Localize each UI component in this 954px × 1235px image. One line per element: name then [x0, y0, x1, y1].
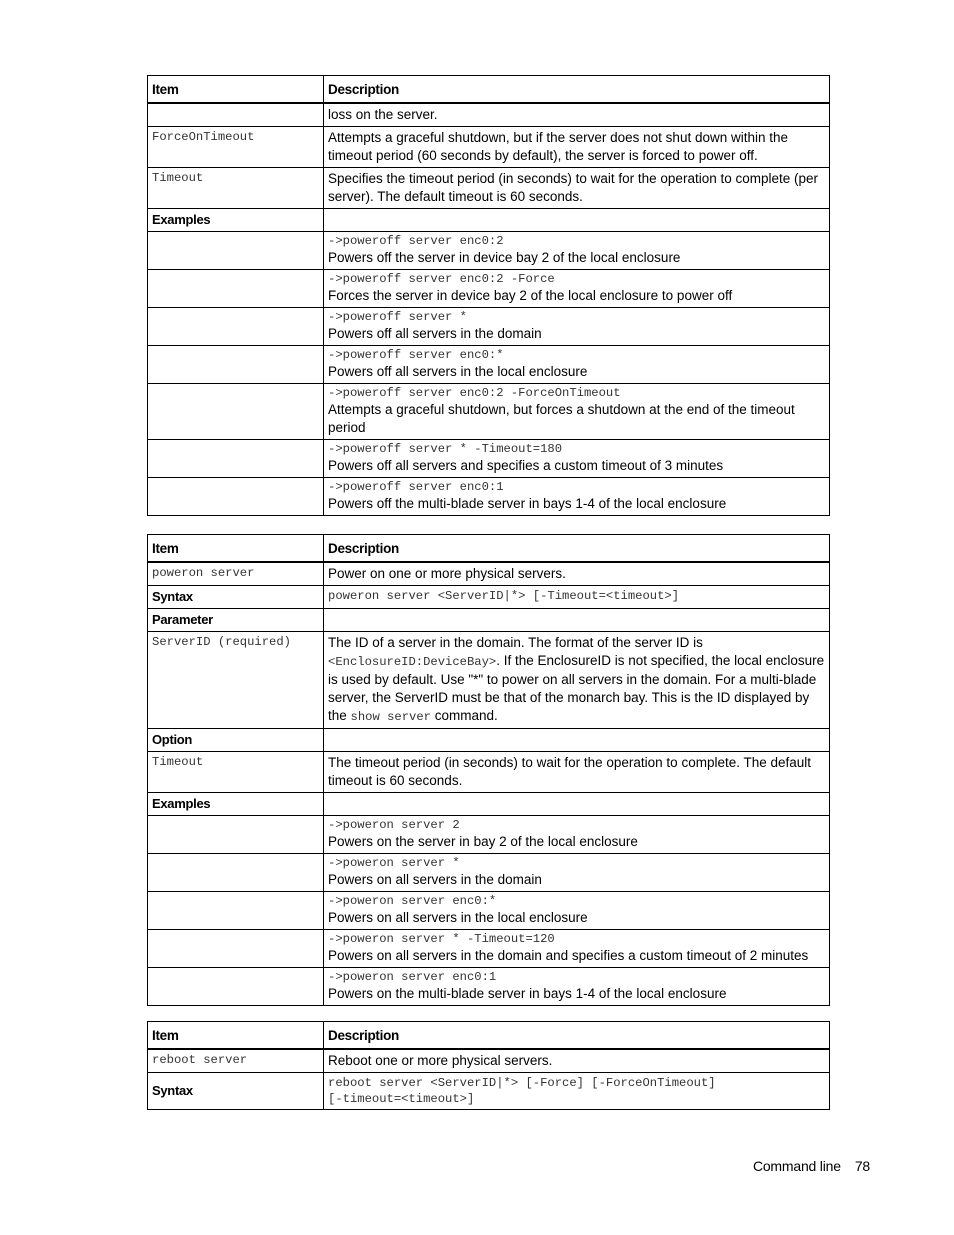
description-column-header: Description [324, 535, 830, 563]
example-row [148, 308, 830, 346]
table-row [148, 1073, 830, 1110]
example-command: ->poweroff server * [328, 310, 467, 324]
table-header-row [148, 76, 830, 104]
example-command: ->poweron server 2 [328, 818, 460, 832]
example-description: Powers off the server in device bay 2 of the local enclosure [328, 250, 681, 265]
option-description: The timeout period (in seconds) to wait for the operation to complete. The default timeout is 60 seconds. [324, 752, 830, 793]
example-command: ->poweroff server * -Timeout=180 [328, 442, 563, 456]
example-description: Powers on all servers in the local enclosure [328, 910, 588, 925]
example-command: ->poweron server * [328, 856, 460, 870]
example-description: Powers on all servers in the domain [328, 872, 542, 887]
table-row [148, 793, 830, 816]
page-footer [753, 1158, 870, 1174]
example-command: ->poweron server enc0:* [328, 894, 497, 908]
example-row [148, 968, 830, 1006]
parameter-description: The ID of a server in the domain. The format of the server ID is <EnclosureID:DeviceBay>. If the EnclosureID is not specified, the local enclosure is used by default. Use "*" to power on all servers in the domain. For a multi-blade server, the ServerID must be that of the monarch bay. This is the ID displayed by the show server command. [324, 632, 830, 729]
option-description: Attempts a graceful shutdown, but if the server does not shut down within the timeout period (60 seconds by default), the server is forced to power off. [324, 127, 830, 168]
example-row [148, 232, 830, 270]
option-name: ForceOnTimeout [148, 127, 324, 168]
poweron-server-table [147, 534, 830, 1006]
option-name: Timeout [148, 752, 324, 793]
example-command: ->poweroff server enc0:2 -Force [328, 272, 555, 286]
table-row [148, 609, 830, 632]
description-column-header: Description [324, 76, 830, 104]
poweroff-server-table-continued [147, 75, 830, 516]
table-row [148, 103, 830, 127]
example-description: Powers on all servers in the domain and specifies a custom timeout of 2 minutes [328, 948, 809, 963]
example-command: ->poweroff server enc0:1 [328, 480, 504, 494]
continued-description: loss on the server. [324, 103, 830, 127]
option-label: Option [148, 729, 324, 752]
inline-code: <EnclosureID:DeviceBay> [328, 655, 497, 669]
table-row [148, 209, 830, 232]
example-description: Powers off all servers in the local enclosure [328, 364, 588, 379]
examples-label: Examples [148, 209, 324, 232]
example-row [148, 384, 830, 440]
syntax-value: poweron server <ServerID|*> [-Timeout=<timeout>] [324, 586, 830, 609]
reboot-server-table [147, 1021, 830, 1110]
example-row [148, 892, 830, 930]
table-header-row [148, 1022, 830, 1050]
example-command: ->poweron server enc0:1 [328, 970, 497, 984]
table-row [148, 168, 830, 209]
example-description: Powers on the multi-blade server in bays 1-4 of the local enclosure [328, 986, 727, 1001]
page-number: 78 [854, 1158, 870, 1174]
example-command: ->poweron server * -Timeout=120 [328, 932, 555, 946]
example-description: Forces the server in device bay 2 of the local enclosure to power off [328, 288, 733, 303]
description-column-header: Description [324, 1022, 830, 1050]
example-description: Attempts a graceful shutdown, but forces a shutdown at the end of the timeout period [328, 402, 795, 435]
table-row [148, 752, 830, 793]
example-command: ->poweroff server enc0:2 [328, 234, 504, 248]
example-row [148, 816, 830, 854]
parameter-label: Parameter [148, 609, 324, 632]
example-row [148, 346, 830, 384]
example-description: Powers off the multi-blade server in bays 1-4 of the local enclosure [328, 496, 727, 511]
item-column-header: Item [148, 76, 324, 104]
footer-section-title: Command line [752, 1158, 841, 1174]
command-description: Reboot one or more physical servers. [324, 1049, 830, 1073]
table-row [148, 729, 830, 752]
command-name: reboot server [148, 1049, 324, 1073]
example-row [148, 478, 830, 516]
example-command: ->poweroff server enc0:2 -ForceOnTimeout [328, 386, 621, 400]
table-row [148, 127, 830, 168]
command-description: Power on one or more physical servers. [324, 562, 830, 586]
table-header-row [148, 535, 830, 563]
table-row [148, 1049, 830, 1073]
example-description: Powers off all servers in the domain [328, 326, 542, 341]
option-name: Timeout [148, 168, 324, 209]
syntax-label: Syntax [148, 1073, 324, 1110]
option-description: Specifies the timeout period (in seconds) to wait for the operation to complete (per server). The default timeout is 60 seconds. [324, 168, 830, 209]
syntax-line: reboot server <ServerID|*> [-Force] [-ForceOnTimeout] [328, 1076, 716, 1090]
parameter-name: ServerID (required) [148, 632, 324, 729]
table-row [148, 632, 830, 729]
command-name: poweron server [148, 562, 324, 586]
example-row [148, 270, 830, 308]
example-row [148, 440, 830, 478]
item-column-header: Item [148, 535, 324, 563]
example-row [148, 930, 830, 968]
item-column-header: Item [148, 1022, 324, 1050]
table-row [148, 586, 830, 609]
syntax-line: [-timeout=<timeout>] [328, 1092, 475, 1106]
example-description: Powers off all servers and specifies a custom timeout of 3 minutes [328, 458, 724, 473]
syntax-label: Syntax [148, 586, 324, 609]
syntax-value [324, 1073, 830, 1110]
example-command: ->poweroff server enc0:* [328, 348, 504, 362]
examples-label: Examples [148, 793, 324, 816]
example-row [148, 854, 830, 892]
table-row [148, 562, 830, 586]
inline-code: show server [350, 710, 431, 724]
example-description: Powers on the server in bay 2 of the local enclosure [328, 834, 638, 849]
